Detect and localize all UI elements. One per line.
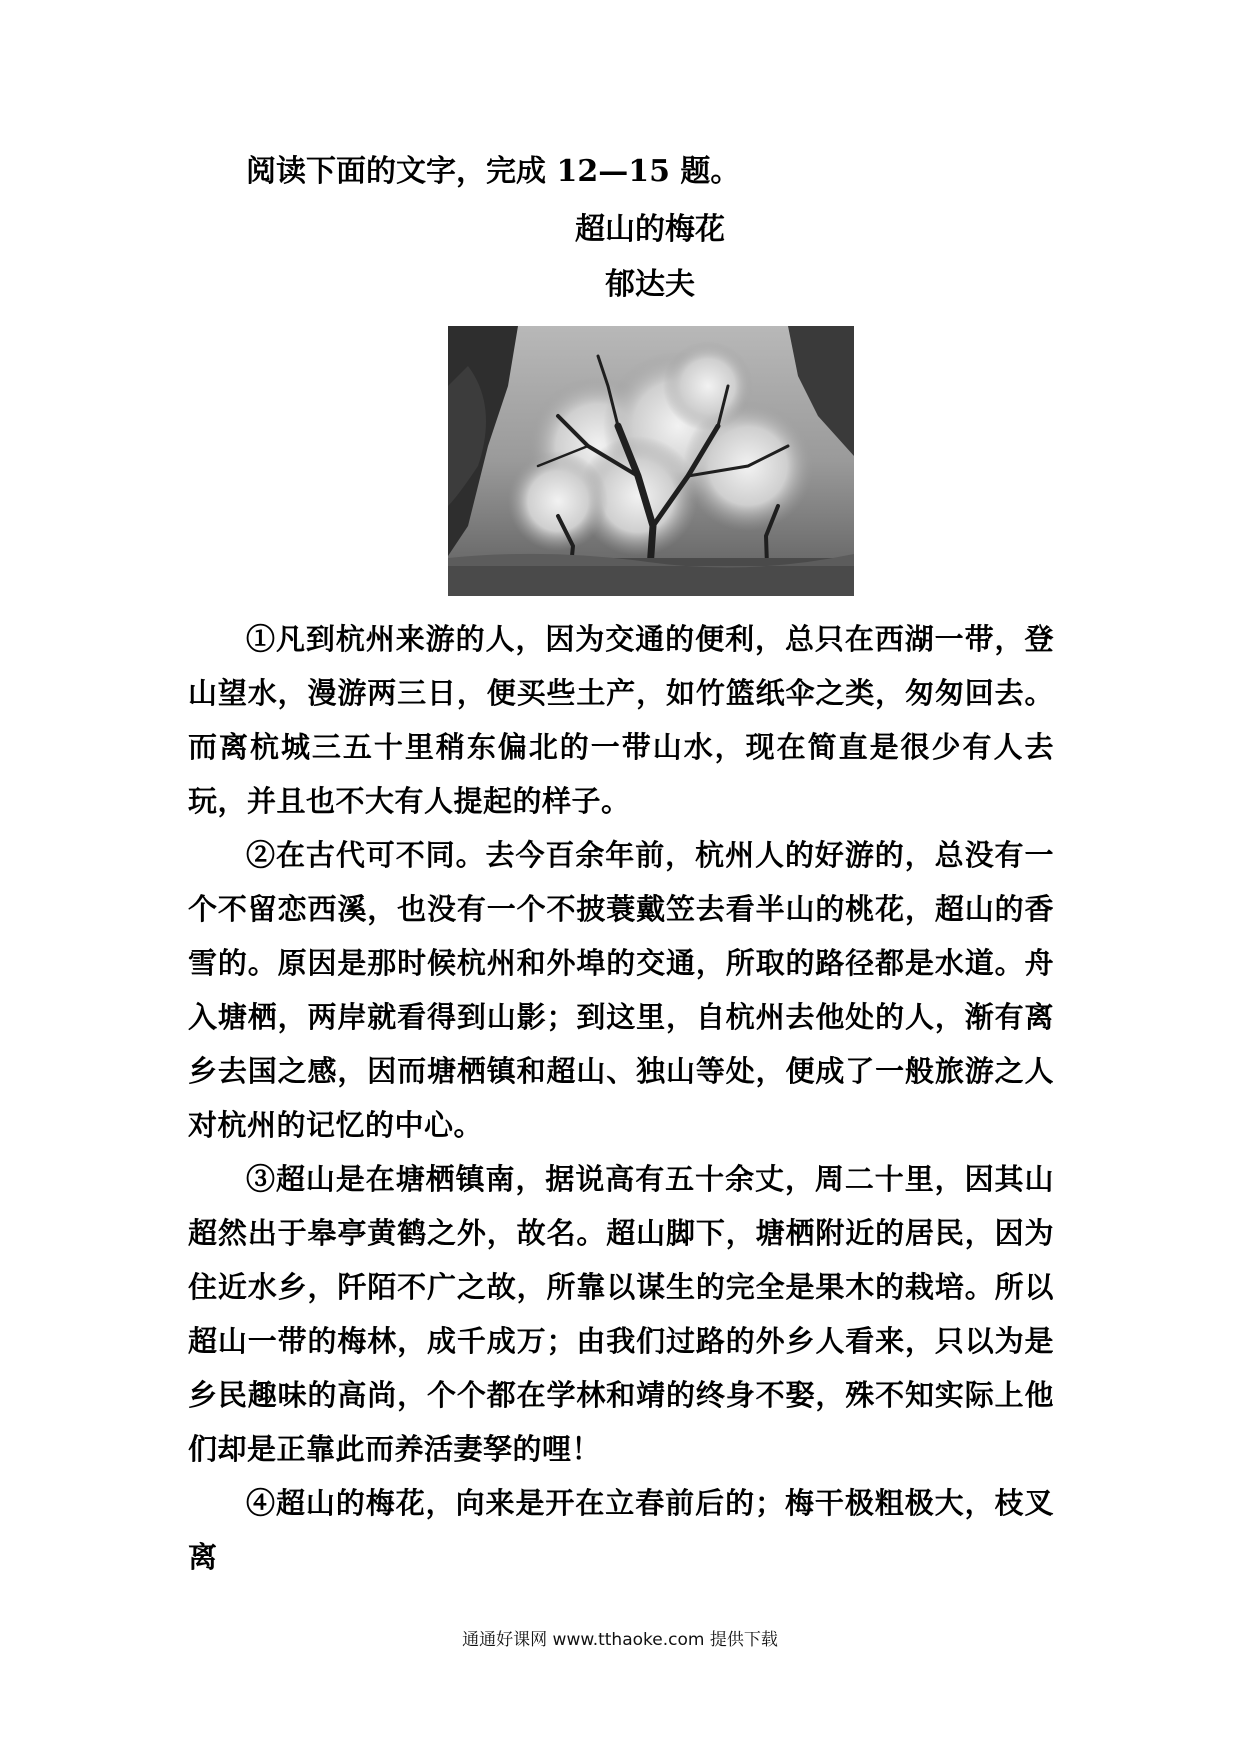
paragraph-3: ③超山是在塘栖镇南，据说高有五十余丈，周二十里，因其山超然出于皋亭黄鹤之外，故名。超山脚下，塘栖附近的居民，因为住近水乡，阡陌不广之故，所靠以谋生的完全是果木的栽培。所以超山一带的梅林，成千成万；由我们过路的外乡人看来，只以为是乡民趣味的高尚，个个都在学林和靖的终身不娶，殊不知实际上他们却是正靠此而养活妻孥的哩！ [188, 1162, 1054, 1466]
article-body [188, 612, 1054, 1584]
page-footer: 通通好课网 www.tthaoke.com 提供下载 [462, 1630, 778, 1650]
paragraph-4: ④超山的梅花，向来是开在立春前后的；梅干极粗极大，枝叉离 [188, 1486, 1054, 1574]
article-title: 超山的梅花 [575, 212, 725, 247]
paragraph-1: ①凡到杭州来游的人，因为交通的便利，总只在西湖一带，登山望水，漫游两三日，便买些土产，如竹篮纸伞之类，匆匆回去。而离杭城三五十里稍东偏北的一带山水，现在简直是很少有人去玩，并且也不大有人提起的样子。 [188, 622, 1054, 818]
paragraph-2: ②在古代可不同。去今百余年前，杭州人的好游的，总没有一个不留恋西溪，也没有一个不披蓑戴笠去看半山的桃花，超山的香雪的。原因是那时候杭州和外埠的交通，所取的路径都是水道。舟入塘栖，两岸就看得到山影；到这里，自杭州去他处的人，渐有离乡去国之感，因而塘栖镇和超山、独山等处，便成了一般旅游之人对杭州的记忆的中心。 [188, 838, 1054, 1142]
reading-instruction: 阅读下面的文字，完成 12—15 题。 [246, 154, 741, 189]
plum-blossom-photo [448, 326, 854, 596]
article-author: 郁达夫 [605, 267, 695, 302]
